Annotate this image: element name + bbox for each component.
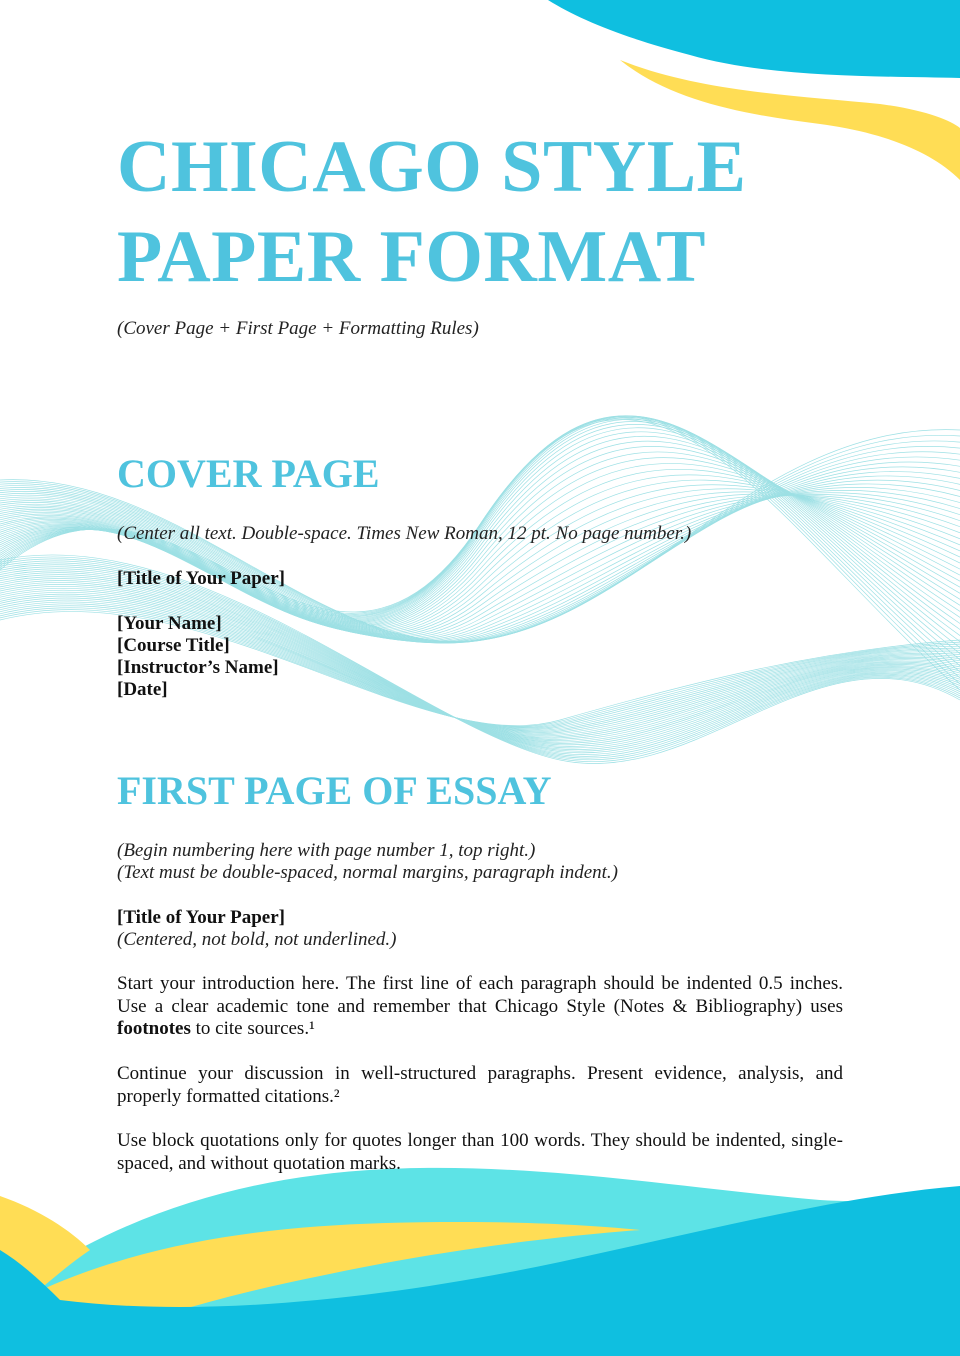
main-title [117, 122, 746, 302]
top-cyan-wave [548, 0, 960, 78]
paragraph-1-bold-term: footnotes [117, 1018, 191, 1039]
essay-title-note: (Centered, not bold, not underlined.) [117, 929, 397, 950]
paragraph-2: Continue your discussion in well-structured paragraphs. Present evidence, analysis, and properly formatted citations.² [117, 1063, 843, 1107]
line-art-stroke [0, 475, 960, 632]
paragraph-1-start: Start your introduction here. The first line of each paragraph should be indented 0.5 inches. Use a clear academic tone and remember that Chicago Style (Notes & Bibliography) uses [117, 973, 843, 1017]
main-title-line-2: PAPER FORMAT [117, 216, 707, 298]
first-page-heading: FIRST PAGE OF ESSAY [117, 768, 552, 813]
first-page-note-2: (Text must be double-spaced, normal margins, paragraph indent.) [117, 862, 619, 883]
paragraph-1 [117, 973, 843, 1041]
cover-course-title: [Course Title] [117, 635, 230, 656]
first-page-note-1: (Begin numbering here with page number 1, top right.) [117, 840, 536, 861]
paragraph-1-end: to cite sources.¹ [190, 1018, 315, 1039]
cover-your-name: [Your Name] [117, 613, 222, 634]
cover-page-note: (Center all text. Double-space. Times New Roman, 12 pt. No page number.) [117, 523, 692, 544]
paragraph-3: Use block quotations only for quotes longer than 100 words. They should be indented, single-spaced, and without quotation marks. [117, 1130, 843, 1174]
cover-date: [Date] [117, 679, 168, 700]
cover-paper-title: [Title of Your Paper] [117, 568, 285, 589]
essay-paper-title: [Title of Your Paper] [117, 907, 285, 928]
subtitle: (Cover Page + First Page + Formatting Rules) [117, 318, 479, 339]
cover-page-heading: COVER PAGE [117, 451, 380, 496]
main-title-line-1: CHICAGO STYLE [117, 126, 747, 208]
cover-instructor-name: [Instructor’s Name] [117, 657, 279, 678]
